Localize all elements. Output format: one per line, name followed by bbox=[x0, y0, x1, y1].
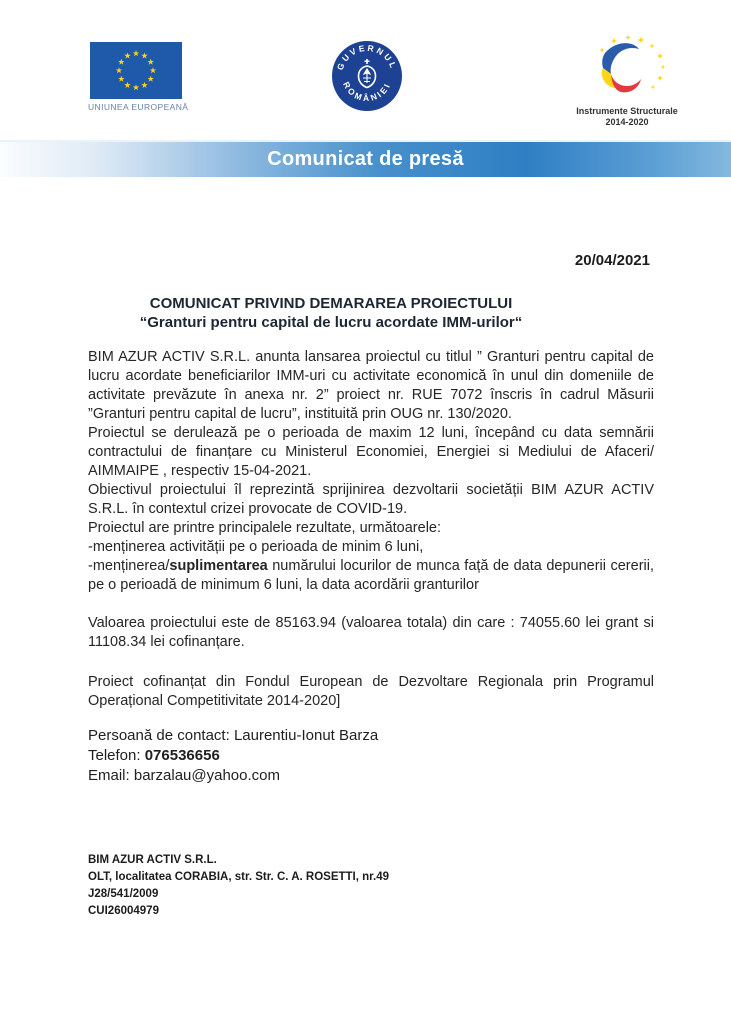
press-release-banner bbox=[0, 140, 731, 177]
document-title-line2: “Granturi pentru capital de lucru acordate IMM-urilor“ bbox=[139, 314, 523, 331]
contact-person-label: Persoană de contact: bbox=[88, 727, 230, 744]
government-seal-icon bbox=[331, 40, 403, 112]
structural-instruments-logo bbox=[566, 34, 688, 128]
paragraph-objective: Obiectivul proiectului îl reprezintă sprijinirea dezvoltarii societății BIM AZUR ACTIV S.R.L. în contextul crizei provocate de COVID-19. bbox=[88, 482, 654, 517]
document-date: 20/04/2021 bbox=[574, 252, 650, 269]
company-footer bbox=[88, 852, 654, 920]
eu-flag-logo bbox=[88, 42, 189, 112]
footer-company-name: BIM AZUR ACTIV S.R.L. bbox=[88, 854, 217, 866]
contact-email-label: Email: bbox=[88, 767, 130, 784]
eu-flag-icon bbox=[90, 42, 182, 99]
eu-flag-label: UNIUNEA EUROPEANĂ bbox=[88, 102, 189, 112]
banner-title: Comunicat de presă bbox=[267, 148, 464, 170]
contact-person-line bbox=[88, 726, 654, 746]
document-title bbox=[88, 294, 650, 332]
structural-label-line1: Instrumente Structurale bbox=[576, 106, 678, 116]
paragraph-duration: Proiectul se derulează pe o perioada de maxim 12 luni, începând cu data semnării contractului de finanțare cu Ministerul Economiei, Energiei si Mediului de Afaceri/ AIMMAIPE , respectiv 15-04-2021. bbox=[88, 425, 654, 479]
contact-phone-line bbox=[88, 746, 654, 766]
document-body bbox=[88, 348, 654, 711]
contact-email-line bbox=[88, 766, 654, 786]
result-2-prefix: -menținerea/ bbox=[88, 558, 170, 574]
paragraph-result-1: -menținerea activității pe o perioada de minim 6 luni, bbox=[88, 539, 424, 555]
paragraph-cofinancing: Proiect cofinanțat din Fondul European de Dezvoltare Regionala prin Programul Operațional Competitivitate 2014-2020] bbox=[88, 674, 654, 709]
paragraph-results-intro: Proiectul are printre principalele rezultate, următoarele: bbox=[88, 520, 442, 536]
structural-instruments-icon bbox=[575, 34, 679, 100]
paragraph-result-2 bbox=[88, 557, 654, 595]
document-title-line1: COMUNICAT PRIVIND DEMARAREA PROIECTULUI bbox=[149, 295, 513, 312]
result-2-rest: numărului locurilor de munca față de data depunerii cererii, pe o perioadă de minimum 6 luni, la data acordării granturilor bbox=[88, 558, 654, 593]
structural-instruments-label bbox=[566, 106, 688, 128]
footer-cui: CUI26004979 bbox=[88, 905, 159, 917]
paragraph-announcement: BIM AZUR ACTIV S.R.L. anunta lansarea proiectul cu titlul ” Granturi pentru capital de lucru acordate beneficiarilor IMM-uri cu activitate economică în unul din domeniile de activitate prevăzute în anexa nr. 2” proiect nr. RUE 7072 înscris în cadrul Măsurii ”Granturi pentru capital de lucru”, instituită prin OUG nr. 130/2020. bbox=[88, 349, 654, 422]
footer-address: OLT, localitatea CORABIA, str. Str. C. A. ROSETTI, nr.49 bbox=[88, 871, 389, 883]
footer-registry-number: J28/541/2009 bbox=[88, 888, 159, 900]
paragraph-value: Valoarea proiectului este de 85163.94 (valoarea totala) din care : 74055.60 lei grant si 11108.34 lei cofinanțare. bbox=[88, 615, 654, 650]
gov-seal-text-bottom: ROMÂNIEI bbox=[341, 80, 393, 104]
result-2-bold: suplimentarea bbox=[169, 558, 268, 574]
structural-label-line2: 2014-2020 bbox=[605, 117, 649, 127]
contact-phone-number: 076536656 bbox=[144, 747, 220, 764]
gov-seal-text-top: GUVERNUL bbox=[334, 42, 400, 72]
contact-person-name: Laurentiu-Ionut Barza bbox=[233, 727, 379, 744]
contact-block bbox=[88, 726, 654, 786]
contact-email-address: barzalau@yahoo.com bbox=[133, 767, 280, 784]
contact-phone-label: Telefon: bbox=[88, 747, 141, 764]
government-seal-logo bbox=[331, 40, 403, 112]
